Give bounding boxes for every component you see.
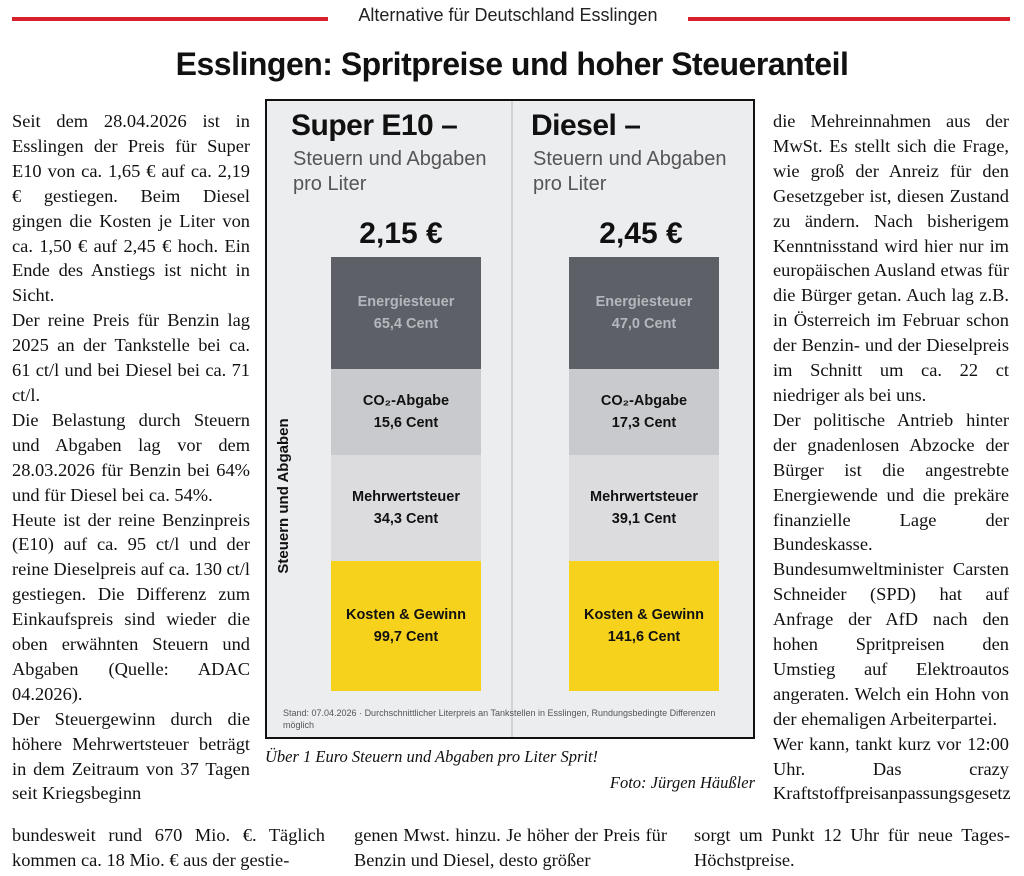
panel-subtitle-super-e10: Steuern und Abgaben pro Liter [293,148,487,195]
bar-segment-value: 99,7 Cent [373,629,439,645]
paragraph: die Mehreinnahmen aus der MwSt. Es stellt sich die Frage, wie groß der Anreiz für den Gesetzgeber ist, diesen Zustand zu ändern. Nach bisherigem Kenntnisstand wird hier nur im europäischen Ausland etwas für die Bürger getan. Auch lag z.B. in Österreich im Februar schon der Benzin- und der Dieselpreis im Schnitt um ca. 22 ct niedriger als bei uns. [773,111,1009,405]
text-column-bottom-3: sorgt um Punkt 12 Uhr für neue Tages-Höchstpreise. [694,825,1010,870]
text-column-bottom-1: bundesweit rund 670 Mio. €. Täglich kommen ca. 18 Mio. € aus der gestie- [12,825,325,870]
bar-segment-1-1 [569,369,719,455]
bar-segment-value: 39,1 Cent [611,511,677,527]
bar-segment-name: CO₂-Abgabe [362,393,450,409]
bar-segment-name: Energiesteuer [357,294,455,310]
bar-segment-name: Kosten & Gewinn [583,607,705,623]
figure-caption: Über 1 Euro Steuern und Abgaben pro Liter Sprit! [265,747,599,766]
bar-segment-value: 141,6 Cent [607,629,681,645]
panel-title-diesel: Diesel – [531,109,641,142]
paragraph: Der reine Preis für Benzin lag 2025 an der Tankstelle bei ca. 61 ct/l und bei Diesel bei ca. 71 ct/l. [12,310,250,405]
paragraph: Heute ist der reine Benzinpreis (E10) auf ca. 95 ct/l und der reine Dieselpreis auf ca. 130 ct/l gestiegen. Die Differenz zum Einkaufspreis sind wieder die oben erwähnten Steuern und Abgaben (Quelle: ADAC 04.2026). [12,509,250,704]
text-column-bottom-2: genen Mwst. hinzu. Je höher der Preis für Benzin und Diesel, desto größer [354,825,667,870]
masthead [0,0,1024,36]
paragraph: Der politische Antrieb hinter der gnadenlosen Abzocke der Bürger ist die angestrebte Energiewende und die prekäre finanzielle Lage der Bundeskasse. Bundesumweltminister Carsten Schneider (SPD) hat auf Anfrage der AfD nach den hohen Spritpreisen den Umstieg auf Elektroautos angeraten. Welch ein Hohn von der ehemaligen Arbeiterpartei. [773,409,1009,729]
bar-segment-value: 17,3 Cent [611,415,677,431]
bar-segment-name: CO₂-Abgabe [600,393,688,409]
bar-segment-name: Energiesteuer [595,294,693,310]
text-column-right [773,109,1009,806]
infographic-figure [265,99,755,739]
bar-segment-0-1 [331,369,481,455]
bar-segment-1-0 [569,257,719,369]
headline: Esslingen: Spritpreise und hoher Steueranteil [175,46,849,82]
panel-divider [511,101,513,737]
figure-source-note: Stand: 07.04.2026 · Durchschnittlicher Literpreis an Tankstellen in Esslingen, Rundungsbedingte Differenzen möglich [283,708,716,730]
bar-segment-0-3 [331,561,481,691]
total-price-super-e10: 2,15 € [359,217,443,250]
bar-segment-1-3 [569,561,719,691]
y-axis-label: Steuern und Abgaben [275,418,292,574]
masthead-rule-right [688,17,1010,21]
paragraph: Die Belastung durch Steuern und Abgaben lag vor dem 28.03.2026 für Benzin bei 64% und für Diesel bei ca. 54%. [12,409,250,505]
bar-segment-name: Kosten & Gewinn [345,607,467,623]
bar-segment-value: 34,3 Cent [373,511,439,527]
bar-segment-1-2 [569,455,719,561]
bar-segment-name: Mehrwertsteuer [590,489,698,505]
bar-segment-0-2 [331,455,481,561]
masthead-label: Alternative für Deutschland Esslingen [358,5,658,25]
panel-subtitle-diesel: Steuern und Abgaben pro Liter [533,148,727,195]
bar-segment-name: Mehrwertsteuer [352,489,460,505]
bar-segment-value: 65,4 Cent [373,316,439,332]
paragraph: Wer kann, tankt kurz vor 12:00 Uhr. Das crazy Kraftstoffpreisanpassungsgesetz [773,733,1011,804]
bar-segment-value: 15,6 Cent [373,415,439,431]
masthead-rule-left [12,17,328,21]
bar-segment-0-0 [331,257,481,369]
total-price-diesel: 2,45 € [599,217,683,250]
text-column-left [12,109,250,806]
panel-title-super-e10: Super E10 – [291,109,458,142]
paragraph: Seit dem 28.04.2026 ist in Esslingen der Preis für Super E10 von ca. 1,65 € auf ca. 2,19 € gestiegen. Beim Diesel gingen die Kosten je Liter von ca. 1,50 € auf 2,45 € hoch. Ein Ende des Anstiegs ist nicht in Sicht. [12,111,250,306]
paragraph: Der Steuergewinn durch die höhere Mehrwertsteuer beträgt in dem Zeitraum von 37 Tagen seit Kriegsbeginn [12,708,250,804]
photo-credit: Foto: Jürgen Häußler [609,773,755,792]
bar-segment-value: 47,0 Cent [611,316,677,332]
